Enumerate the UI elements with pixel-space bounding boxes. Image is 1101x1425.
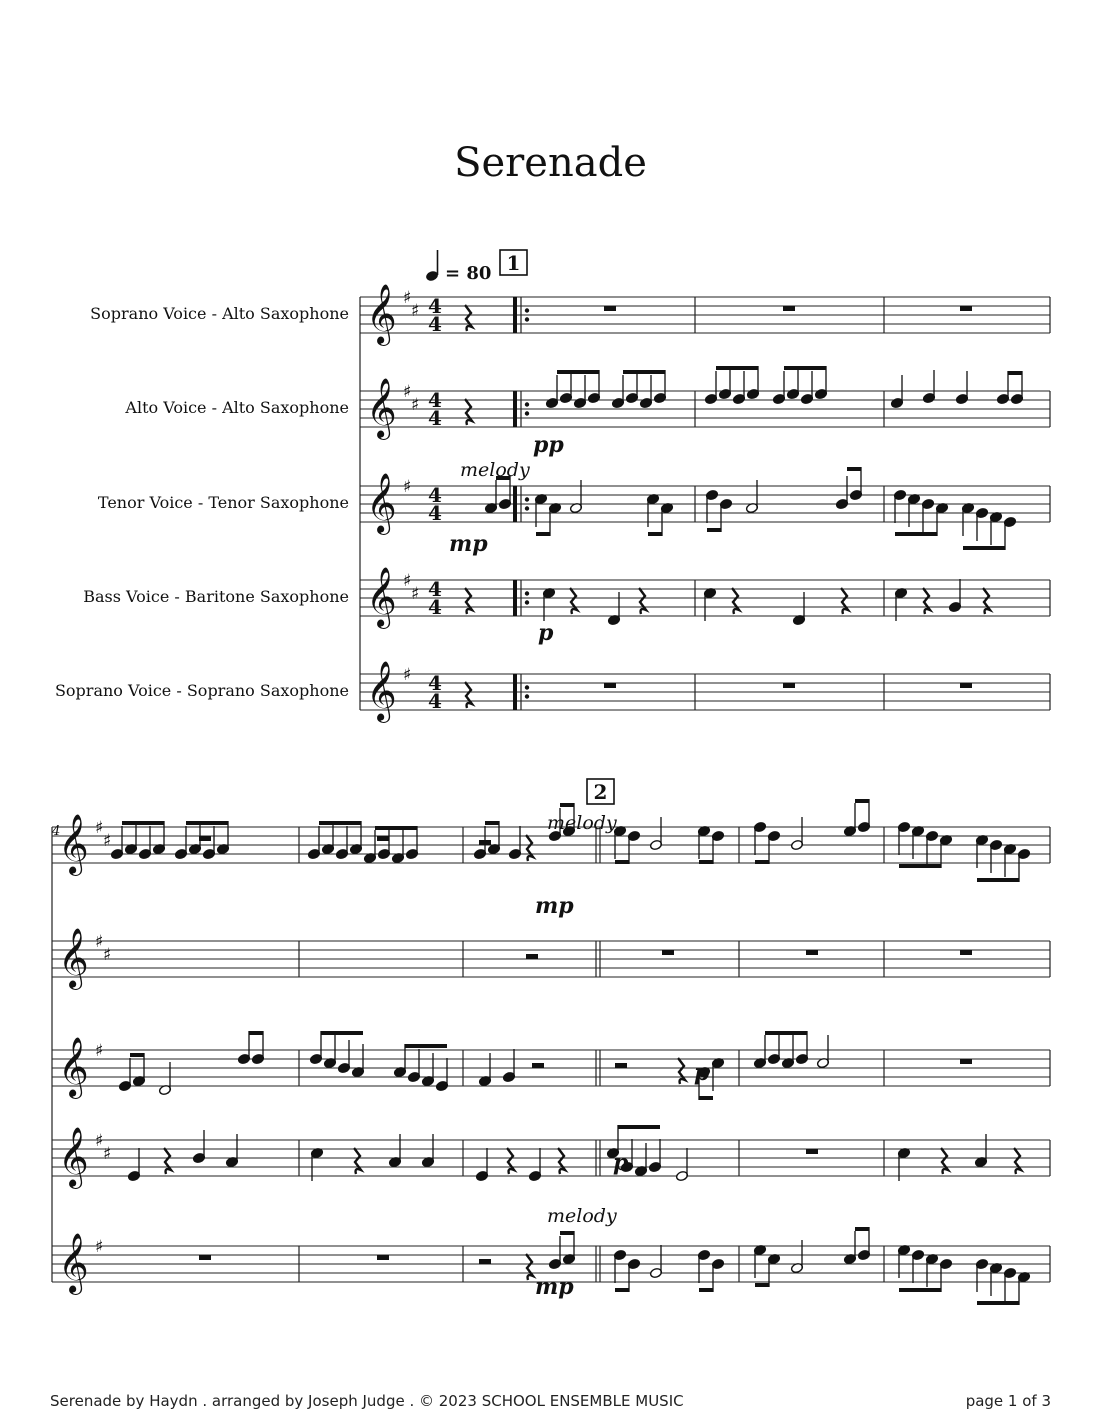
quarter-rest (465, 399, 472, 425)
dynamic-p: p (694, 1060, 710, 1086)
treble-clef: 𝄞 (58, 1233, 89, 1293)
repeat-thick-barline (513, 580, 517, 616)
treble-clef: 𝄞 (58, 1037, 89, 1097)
instrument-label-bass-baritone-sax: Bass Voice - Baritone Saxophone (83, 587, 349, 606)
footer-credit: Serenade by Haydn . arranged by Joseph Judge . © 2023 SCHOOL ENSEMBLE MUSIC (50, 1392, 684, 1410)
whole-rest (806, 1149, 818, 1154)
beam (615, 1288, 629, 1292)
quarter-rest (526, 835, 533, 861)
repeat-dot (525, 308, 529, 312)
dynamic-mp: mp (535, 1274, 574, 1300)
beam (249, 1031, 263, 1035)
beam (321, 1031, 363, 1035)
whole-rest (604, 306, 616, 311)
repeat-dot (525, 685, 529, 689)
whole-rest (377, 836, 389, 841)
beam (765, 1031, 807, 1035)
sharp-sign: ♯ (103, 1144, 112, 1164)
quarter-rest (923, 588, 930, 614)
time-signature-numerator: 4 (428, 483, 442, 507)
repeat-dot (525, 694, 529, 698)
sharp-sign: ♯ (95, 932, 104, 952)
beam (1008, 371, 1022, 375)
quarter-rest (570, 588, 577, 614)
quarter-rest (526, 1254, 533, 1280)
time-signature-numerator: 4 (428, 294, 442, 318)
whole-rest (960, 950, 972, 955)
time-signatures (428, 294, 442, 713)
repeat-thick-barline (513, 674, 517, 710)
repeat-dot (525, 497, 529, 501)
treble-clef: 𝄞 (366, 284, 397, 344)
whole-rest (199, 836, 211, 841)
tempo-value: = 80 (445, 263, 492, 284)
sharp-sign: ♯ (103, 831, 112, 851)
time-signature-numerator: 4 (428, 577, 442, 601)
beam (977, 878, 1019, 882)
quarter-rest (678, 1058, 685, 1084)
sharp-sign: ♯ (411, 584, 420, 604)
whole-rest (199, 1255, 211, 1260)
sharp-sign: ♯ (403, 288, 412, 308)
treble-clef: 𝄞 (58, 814, 89, 874)
half-rest (526, 954, 538, 959)
beam (130, 1053, 144, 1057)
treble-clef: 𝄞 (366, 378, 397, 438)
instrument-label-soprano-alto-sax: Soprano Voice - Alto Saxophone (90, 304, 349, 323)
beam (699, 1288, 713, 1292)
whole-rest (377, 1255, 389, 1260)
repeat-thick-barline (513, 486, 517, 522)
beam (784, 366, 826, 370)
instrument-label-alto-alto-sax: Alto Voice - Alto Saxophone (125, 398, 349, 417)
whole-rest (806, 950, 818, 955)
sharp-sign: ♯ (403, 571, 412, 591)
beam (618, 1125, 660, 1129)
quarter-rest (558, 1148, 565, 1174)
beam (557, 370, 599, 374)
treble-clef: 𝄞 (366, 473, 397, 533)
quarter-rest (465, 682, 472, 708)
time-signature-denominator: 4 (428, 501, 442, 525)
time-signature-denominator: 4 (428, 595, 442, 619)
time-signature-numerator: 4 (428, 388, 442, 412)
repeat-dot (525, 411, 529, 415)
repeat-dot (525, 600, 529, 604)
beam (623, 370, 665, 374)
beam (899, 1288, 941, 1292)
whole-rest (783, 683, 795, 688)
half-rest (479, 840, 491, 845)
footer-page-number: page 1 of 3 (965, 1392, 1051, 1410)
sharp-sign: ♯ (403, 382, 412, 402)
instrument-label-tenor-tenor-sax: Tenor Voice - Tenor Saxophone (97, 493, 349, 512)
beam (755, 1283, 769, 1287)
melody-label: melody (547, 812, 617, 834)
sharp-sign: ♯ (411, 301, 420, 321)
quarter-rest (164, 1148, 171, 1174)
sharp-sign: ♯ (403, 665, 412, 685)
time-signature-numerator: 4 (428, 671, 442, 695)
melody-label: melody (460, 459, 530, 481)
dynamic-mp: mp (449, 531, 488, 557)
sharp-sign: ♯ (95, 1131, 104, 1151)
beam (186, 821, 228, 825)
beam (319, 821, 361, 825)
dynamic-p: p (538, 620, 554, 646)
quarter-rest (465, 305, 472, 331)
beam (560, 803, 574, 807)
beam (977, 1301, 1019, 1305)
beam (707, 528, 721, 532)
beam (648, 532, 662, 536)
repeat-dot (525, 402, 529, 406)
quarter-rest (639, 588, 646, 614)
beam (615, 860, 629, 864)
time-signature-denominator: 4 (428, 312, 442, 336)
treble-clef: 𝄞 (58, 928, 89, 988)
half-rest (479, 1259, 491, 1264)
whole-rest (662, 950, 674, 955)
beam (699, 1096, 713, 1100)
beam (963, 546, 1005, 550)
instrument-label-soprano-soprano-sax: Soprano Voice - Soprano Saxophone (54, 681, 349, 700)
rehearsal-mark-1 (500, 250, 527, 275)
whole-rest (604, 683, 616, 688)
beam (855, 1227, 869, 1231)
treble-clef: 𝄞 (366, 567, 397, 627)
measure-number: 4 (52, 824, 61, 839)
quarter-rest (354, 1148, 361, 1174)
quarter-rest (507, 1148, 514, 1174)
quarter-rest (465, 588, 472, 614)
whole-rest (783, 306, 795, 311)
beam (755, 860, 769, 864)
beam (536, 532, 550, 536)
rehearsal-mark-2 (587, 779, 614, 804)
whole-rest (960, 683, 972, 688)
dynamic-mp: mp (535, 893, 574, 919)
quarter-rest (732, 588, 739, 614)
sharp-sign: ♯ (403, 477, 412, 497)
beam (895, 532, 937, 536)
half-rest (532, 1063, 544, 1068)
beam (699, 860, 713, 864)
whole-rest (960, 306, 972, 311)
repeat-thick-barline (513, 391, 517, 427)
beam (855, 799, 869, 803)
repeat-dot (525, 591, 529, 595)
svg-text:1: 1 (506, 251, 521, 275)
beam (899, 864, 941, 868)
beam (405, 1044, 447, 1048)
melody-label: melody (547, 1205, 617, 1227)
rests (164, 305, 1021, 1280)
beam (485, 821, 499, 825)
quarter-rest (1014, 1148, 1021, 1174)
dynamic-p: p (613, 1150, 629, 1176)
quarter-rest (983, 588, 990, 614)
sharp-sign: ♯ (103, 945, 112, 965)
half-rest (615, 1063, 627, 1068)
quarter-rest (941, 1148, 948, 1174)
beam (560, 1231, 574, 1235)
beam (375, 826, 417, 830)
sharp-sign: ♯ (411, 395, 420, 415)
time-signature-denominator: 4 (428, 689, 442, 713)
svg-text:2: 2 (593, 780, 608, 804)
quarter-rest (841, 588, 848, 614)
sharp-sign: ♯ (95, 1237, 104, 1257)
repeat-dot (525, 506, 529, 510)
dynamic-pp: pp (533, 432, 564, 458)
beam (122, 821, 164, 825)
time-signature-denominator: 4 (428, 406, 442, 430)
whole-rest (960, 1059, 972, 1064)
tempo-marking (425, 250, 492, 284)
treble-clef: 𝄞 (366, 661, 397, 721)
beam (847, 467, 861, 471)
sharp-sign: ♯ (95, 1041, 104, 1061)
beam (716, 366, 758, 370)
repeat-thick-barline (513, 297, 517, 333)
treble-clef: 𝄞 (58, 1127, 89, 1187)
sharp-sign: ♯ (95, 818, 104, 838)
score-title: Serenade (454, 140, 647, 186)
repeat-dot (525, 317, 529, 321)
